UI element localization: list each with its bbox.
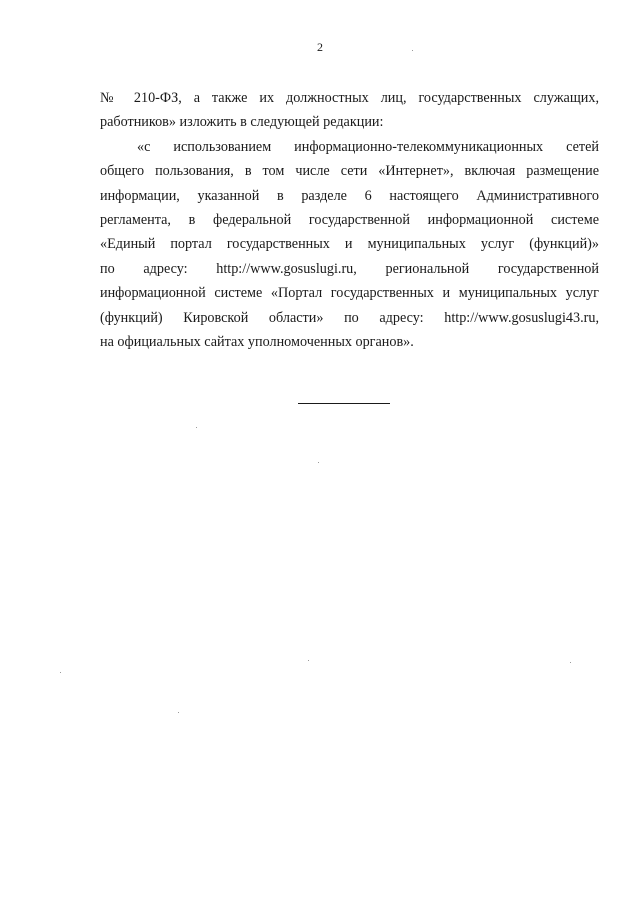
text-line: информационной системе «Портал государственных и муниципальных услуг [100,285,599,302]
text-line: «Единый портал государственных и муниципальных услуг (функций)» [100,236,599,253]
paragraph-amendment-intro [100,86,599,135]
text-line: «с использованием информационно-телекоммуникационных сетей [137,138,599,155]
scan-speck [308,660,309,661]
text-line: № 210-ФЗ, а также их должностных лиц, государственных служащих, [100,90,599,106]
text-line: работников» изложить в следующей редакции: [100,114,384,131]
text-line: на официальных сайтах уполномоченных органов». [100,333,414,350]
scan-speck [570,662,571,663]
text-line: по адресу: http://www.gosuslugi.ru, региональной государственной [100,260,599,277]
scan-speck [60,672,61,673]
paragraph-new-wording [100,135,599,355]
scan-speck [178,712,179,713]
text-line: регламента, в федеральной государственной информационной системе [100,211,599,228]
text-line: общего пользования, в том числе сети «Интернет», включая размещение [100,163,599,180]
scan-speck [196,427,197,428]
text-line: информации, указанной в разделе 6 настоящего Административного [100,187,599,204]
text-line: (функций) Кировской области» по адресу: http://www.gosuslugi43.ru, [100,309,599,326]
page-number: 2 [317,40,323,54]
end-of-document-rule [298,403,390,404]
body-text [100,86,599,354]
scan-speck [412,50,413,51]
scan-speck [318,462,319,463]
